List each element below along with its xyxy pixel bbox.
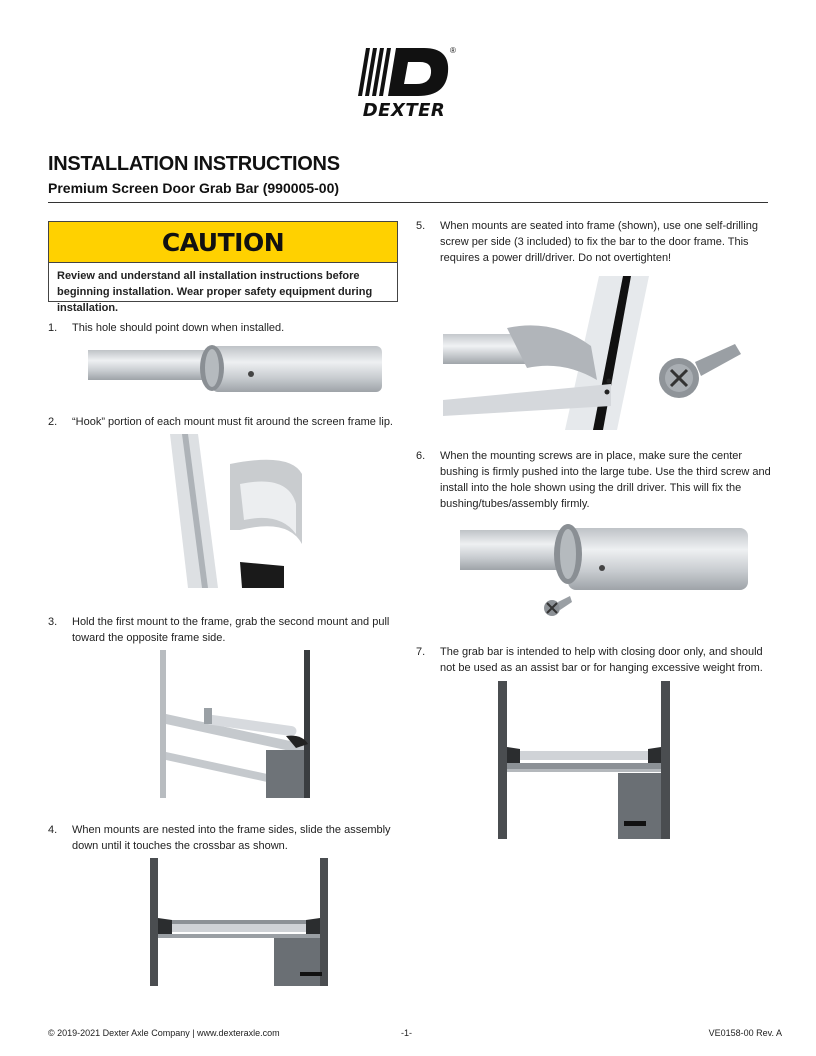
brand-wordmark: DEXTER <box>362 100 446 121</box>
footer-copyright: © 2019-2021 Dexter Axle Company | www.dexteraxle.com <box>48 1028 280 1038</box>
document-subtitle: Premium Screen Door Grab Bar (990005-00) <box>48 180 340 196</box>
step-text: When mounts are seated into frame (shown), use one self-drilling screw per side (3 included) to fix the bar to the door frame. This requires a power drill/driver. Do not overtighten! <box>440 220 758 264</box>
step-number: 4. <box>48 824 58 836</box>
step-1-tube-figure <box>88 340 384 396</box>
step-text: “Hook” portion of each mount must fit around the screen frame lip. <box>72 416 393 428</box>
document-title: INSTALLATION INSTRUCTIONS <box>48 153 340 175</box>
registered-mark: ® <box>450 46 456 55</box>
step-text: When the mounting screws are in place, make sure the center bushing is firmly pushed into the large tube. Use the third screw and install into the hole shown using the drill driver. This will fix the bushing/tubes/assembly firmly. <box>440 450 771 510</box>
step-6-tube-figure <box>460 522 750 618</box>
caution-text: Review and understand all installation instructions before beginning installation. Wear proper safety equipment during installation. <box>57 270 373 314</box>
step-number: 7. <box>416 646 426 658</box>
header-divider <box>48 202 768 203</box>
step-text: This hole should point down when installed. <box>72 322 285 334</box>
step-number: 5. <box>416 220 426 232</box>
step-number: 3. <box>48 616 58 628</box>
caution-box <box>48 221 398 314</box>
step-7-frame-figure <box>498 681 672 839</box>
caution-heading: CAUTION <box>49 222 397 263</box>
step-number: 6. <box>416 450 426 462</box>
dexter-logo <box>358 46 460 122</box>
dexter-d-mark-icon <box>358 46 450 98</box>
footer-document-code: VE0158-00 Rev. A <box>708 1028 782 1038</box>
step-text: When mounts are nested into the frame sides, slide the assembly down until it touches the crossbar as shown. <box>72 824 391 852</box>
step-5-screw-figure <box>443 276 747 430</box>
step-4-frame-figure <box>150 858 330 986</box>
step-text: The grab bar is intended to help with closing door only, and should not be used as an assist bar or for hanging excessive weight from. <box>440 646 763 674</box>
step-text: Hold the first mount to the frame, grab the second mount and pull toward the opposite frame side. <box>72 616 390 644</box>
step-number: 1. <box>48 322 58 334</box>
step-2-hook-figure <box>170 434 308 588</box>
step-3-frame-figure <box>158 650 316 798</box>
step-number: 2. <box>48 416 58 428</box>
footer-page-number: -1- <box>401 1028 412 1038</box>
